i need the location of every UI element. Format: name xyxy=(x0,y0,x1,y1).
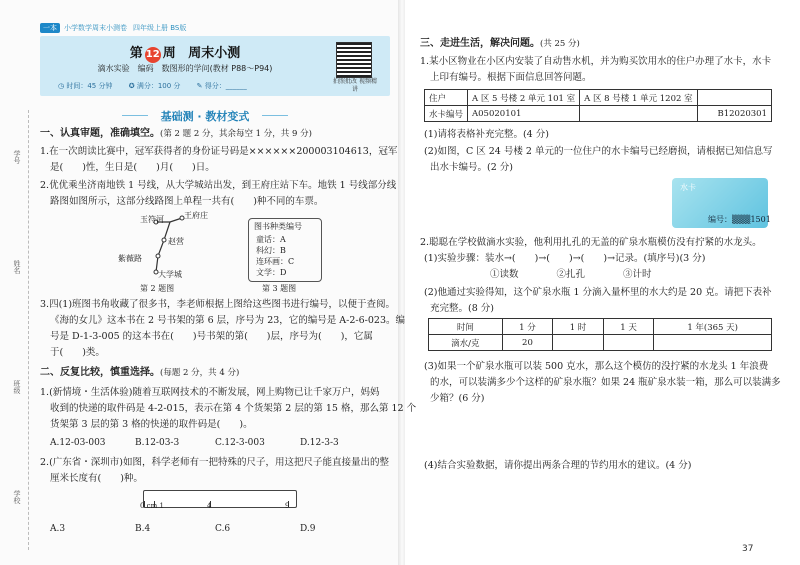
qr-code-icon[interactable] xyxy=(336,42,372,78)
r2-sub3-line1: (3)如果一个矿泉水瓶可以装 500 克水，那么这个模仿的没拧紧的水龙头 1 年浪费 xyxy=(424,361,769,372)
book-code-a: 童话：A xyxy=(256,235,286,244)
q5-option-c[interactable]: C.6 xyxy=(215,524,231,534)
r2-line1: 2.聪聪在学校做滴水实验，他利用扎孔的无盖的矿泉水瓶模仿没有拧紧的水龙头。 xyxy=(420,237,762,248)
ruler-label-4: 4 xyxy=(207,502,212,510)
week-suffix: 周 xyxy=(162,46,176,61)
station-dot xyxy=(162,238,166,242)
table-cell: A 区 8 号楼 1 单元 1202 室 xyxy=(580,90,698,106)
table-cell-blank[interactable] xyxy=(697,90,771,106)
q4-line1: 1.(新情境・生活体验)随着互联网技术的不断发展，网上购物已让千家万户，妈妈 xyxy=(40,387,380,398)
q4-option-b[interactable]: B.12-03-3 xyxy=(135,438,180,448)
station-daxuecheng: 大学城 xyxy=(158,270,182,279)
sidebar-student-id: 学号 xyxy=(13,150,21,164)
ruler-label-9: 9 xyxy=(285,502,290,510)
table-cell: 水卡编号 xyxy=(425,106,468,122)
book-grade: 四年级上册 BS版 xyxy=(133,24,187,32)
table-cell-blank[interactable] xyxy=(580,106,698,122)
q4-option-d[interactable]: D.12-3-3 xyxy=(300,438,339,448)
table-cell: 1 年(365 天) xyxy=(654,319,772,335)
water-card-number: 编号：▒▒▒1501 xyxy=(708,215,771,224)
special-ruler xyxy=(143,490,297,508)
quiz-got-score: 得分：______ xyxy=(204,82,247,90)
station-wangfuzhuang: 王府庄 xyxy=(184,211,208,220)
section3-heading xyxy=(420,37,580,51)
r2-sub4: (4)结合实验数据，请你提出两条合理的节约用水的建议。(4 分) xyxy=(424,460,692,471)
q5-option-d[interactable]: D.9 xyxy=(300,524,316,534)
book-legend-title: 图书种类编号 xyxy=(254,222,302,231)
section1-note: (第 2 题 2 分，其余每空 1 分，共 9 分) xyxy=(160,129,312,139)
q4-option-a[interactable]: A.12-03-003 xyxy=(50,438,106,448)
quiz-subtitle: 滴水实验 编码 数图形的学问(教材 P88～P94) xyxy=(97,64,273,73)
book-tag: 一本 xyxy=(40,23,60,33)
table-cell: 1 天 xyxy=(603,319,654,335)
table-cell: A05020101 xyxy=(468,106,580,122)
clock-icon: ◷ xyxy=(58,82,65,90)
q1-line2: 是( )性，生日是( )月( )日。 xyxy=(50,162,215,173)
r2-sub1: (1)实验步骤：装水→( )→( )→( )→记录。(填序号)(3 分) xyxy=(424,253,706,264)
table-cell: 20 xyxy=(502,335,553,351)
q5-option-b[interactable]: B.4 xyxy=(135,524,151,534)
section2-title: 二、反复比较，慎重选择。 xyxy=(40,367,160,378)
week-prefix: 第 xyxy=(129,46,143,61)
pen-icon: ✎ xyxy=(196,82,203,90)
q4-line2: 收到的快递的取件码是 4-2-015，表示在第 4 个货架第 2 层的第 15 格，那么第 12 个 xyxy=(50,403,417,414)
table-row xyxy=(425,90,772,106)
q5-line1: 2.(广东省・深圳市)如图，科学老师有一把特殊的尺子，用这把尺子能直接量出的整 xyxy=(40,457,389,468)
book-code-d: 文学：D xyxy=(256,268,287,277)
r1-sub1: (1)请将表格补充完整。(4 分) xyxy=(424,129,549,140)
right-page xyxy=(405,0,800,565)
r2-sub3-line2: 的水，可以装满多少个这样的矿泉水瓶？如果 24 瓶矿泉水装一箱，那么可以装满多 xyxy=(430,377,781,388)
qr-caption: 拍照批改 视频精讲 xyxy=(333,78,377,93)
station-ziweilu: 紫薇路 xyxy=(118,254,142,263)
quiz-header xyxy=(40,36,390,96)
top-strip xyxy=(40,22,186,34)
book-code-c: 连环画：C xyxy=(256,257,295,266)
week-title xyxy=(40,42,330,63)
r1-sub2-line1: (2)如图，C 区 24 号楼 2 单元的一位住户的水卡编号已经磨损，请根据已知信息写 xyxy=(424,146,773,157)
section2-heading xyxy=(40,366,239,380)
q5-line2: 厘米长度有( )种。 xyxy=(50,473,143,484)
book-code-b: 科幻：B xyxy=(256,246,286,255)
r2-steps: ①读数 ②扎孔 ③计时 xyxy=(490,269,652,280)
section1-title: 一、认真审题，准确填空。 xyxy=(40,128,160,139)
figure2-caption: 第 2 题图 xyxy=(140,284,175,293)
q2-line2: 路图如图所示，这部分线路图上单程一共有( )种不同的车票。 xyxy=(50,196,324,207)
r2-sub3-line3: 少箱？(6 分) xyxy=(430,393,485,404)
q4-option-c[interactable]: C.12-3-003 xyxy=(215,438,265,448)
q3-line1: 3.四(1)班图书角收藏了很多书，李老师根据上图给这些图书进行编号，以便于查阅。 xyxy=(40,299,396,310)
section3-note: (共 25 分) xyxy=(540,39,580,49)
table-cell-blank[interactable] xyxy=(553,335,604,351)
r2-sub2-line2: 充完整。(8 分) xyxy=(430,303,494,314)
table-cell-blank[interactable] xyxy=(654,335,772,351)
table-cell: 住户 xyxy=(425,90,468,106)
r1-line1: 1.某小区物业在小区内安装了自动售水机，并为购买饮用水的住户办理了水卡，水卡 xyxy=(420,56,772,67)
table-cell: 滴水/克 xyxy=(429,335,503,351)
q1-line1: 1.在一次朗读比赛中，冠军获得者的身份证号码是××××××200003104613，冠军 xyxy=(40,146,398,157)
q5-option-a[interactable]: A.3 xyxy=(50,524,66,534)
q3-line4: 于( )类。 xyxy=(50,347,105,358)
table-cell-blank[interactable] xyxy=(603,335,654,351)
q3-line2: 《海的女儿》这本书在 2 号书架的第 6 层，序号为 23，它的编号是 A-2-6-023。编 xyxy=(50,315,406,326)
q4-line3: 货架第 3 层的第 3 格的快递的取件码是( )。 xyxy=(50,419,253,430)
table-cell: 时间 xyxy=(429,319,503,335)
r2-sub2-line1: (2)他通过实验得知，这个矿泉水瓶 1 分滴入量杯里的水大约是 20 克。请把下表补 xyxy=(424,287,772,298)
quiz-time: 时间：45 分钟 xyxy=(66,82,113,90)
table-cell: 1 分 xyxy=(502,319,553,335)
table-cell: B12020301 xyxy=(697,106,771,122)
water-card-table xyxy=(424,89,772,122)
section3-title: 三、走进生活，解决问题。 xyxy=(420,38,540,49)
book-series: 小学数学周末小测卷 xyxy=(64,24,127,32)
quiz-full-score: 满分：100 分 xyxy=(136,82,181,90)
table-row xyxy=(429,335,772,351)
figure3-caption: 第 3 题图 xyxy=(262,284,297,293)
sidebar-name: 姓名 xyxy=(13,260,21,274)
student-info-sidebar xyxy=(0,110,30,550)
sidebar-school: 学校 xyxy=(13,490,21,504)
section-banner: 基础测 · 教材变式 xyxy=(150,108,260,124)
q2-line1: 2.优优乘坐济南地铁 1 号线，从大学城站出发，到王府庄站下车。地铁 1 号线部分线 xyxy=(40,180,397,191)
r1-line2: 上印有编号。根据下面信息回答问题。 xyxy=(430,72,592,83)
station-dot xyxy=(156,254,160,258)
trophy-icon: ✪ xyxy=(128,82,135,90)
station-zhaoying: 赵营 xyxy=(168,237,184,246)
table-row xyxy=(429,319,772,335)
sidebar-class: 班级 xyxy=(13,380,21,394)
table-cell: 1 时 xyxy=(553,319,604,335)
section1-heading xyxy=(40,127,312,141)
r1-sub2-line2: 出水卡编号。(2 分) xyxy=(430,162,513,173)
ruler-label-0-1: 0 cm 1 xyxy=(140,502,164,510)
water-card-title: 水卡 xyxy=(680,183,696,192)
table-row xyxy=(425,106,772,122)
section2-note: (每题 2 分，共 4 分) xyxy=(160,368,240,378)
drip-rate-table xyxy=(428,318,772,351)
table-cell: A 区 5 号楼 2 单元 101 室 xyxy=(468,90,580,106)
quiz-title: 周末小测 xyxy=(188,46,241,61)
q3-line3: 号是 D-1-3-005 的这本书在( )号书架的第( )层，序号为( )，它属 xyxy=(50,331,373,342)
station-yufuhe: 玉符河 xyxy=(140,215,164,224)
week-number-badge: 12 xyxy=(145,47,161,63)
quiz-meta xyxy=(58,81,247,91)
page-number: 37 xyxy=(742,544,754,554)
